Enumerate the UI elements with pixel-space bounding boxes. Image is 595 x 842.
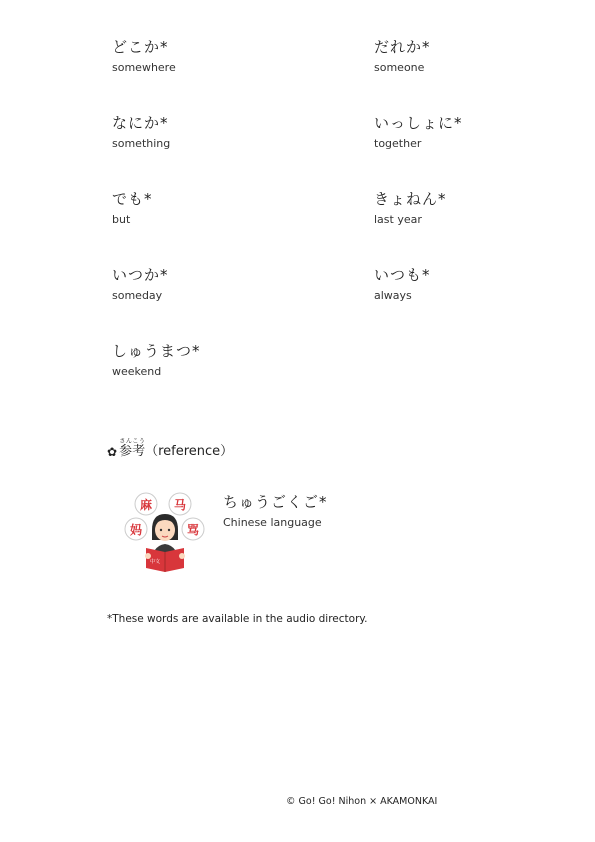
vocab-jp: いっしょに* bbox=[374, 114, 463, 132]
vocab-en: together bbox=[374, 137, 422, 150]
girl-reading-chinese-illustration bbox=[122, 488, 208, 574]
copyright: © Go! Go! Nihon × AKAMONKAI bbox=[286, 796, 438, 807]
vocab-jp: でも* bbox=[112, 190, 153, 208]
char-ma-mother: 妈 bbox=[129, 523, 143, 537]
char-ma4: 骂 bbox=[186, 523, 200, 537]
vocab-weekend bbox=[112, 342, 201, 379]
reference-heading bbox=[107, 438, 233, 460]
vocab-jp: なにか* bbox=[112, 114, 169, 132]
vocab-en: always bbox=[374, 289, 412, 302]
vocab-someday bbox=[112, 266, 169, 303]
vocab-someone bbox=[374, 38, 431, 75]
flower-icon: ✿ bbox=[107, 445, 118, 459]
vocab-en: last year bbox=[374, 213, 422, 226]
vocab-jp: いつか* bbox=[112, 266, 169, 284]
vocab-always bbox=[374, 266, 431, 303]
reference-label: （reference） bbox=[145, 444, 234, 459]
vocab-jp: だれか* bbox=[374, 38, 431, 56]
vocab-together bbox=[374, 114, 463, 151]
vocab-en: someday bbox=[112, 289, 163, 302]
vocab-jp: しゅうまつ* bbox=[112, 342, 201, 360]
audio-footnote: *These words are available in the audio directory. bbox=[107, 613, 368, 625]
vocab-jp: きょねん* bbox=[374, 190, 447, 208]
vocab-somewhere bbox=[112, 38, 176, 75]
vocab-en: but bbox=[112, 213, 131, 226]
vocab-en: somewhere bbox=[112, 61, 176, 74]
reference-kanji: 参考さんこう bbox=[119, 438, 146, 459]
book-text: 中文 bbox=[149, 559, 161, 565]
vocab-en: someone bbox=[374, 61, 425, 74]
vocab-en: Chinese language bbox=[223, 516, 322, 529]
vocab-en: weekend bbox=[112, 365, 162, 378]
vocab-jp: いつも* bbox=[374, 266, 431, 284]
vocab-but bbox=[112, 190, 153, 227]
char-ma3: 马 bbox=[173, 498, 187, 512]
vocab-last-year bbox=[374, 190, 447, 227]
reference-furigana: さんこう bbox=[119, 438, 146, 445]
vocab-jp: どこか* bbox=[112, 38, 169, 56]
vocab-chinese-language bbox=[223, 493, 328, 530]
char-ma1: 麻 bbox=[139, 498, 153, 512]
vocab-something bbox=[112, 114, 170, 151]
vocab-en: something bbox=[112, 137, 171, 150]
vocab-jp: ちゅうごくご* bbox=[223, 493, 328, 511]
